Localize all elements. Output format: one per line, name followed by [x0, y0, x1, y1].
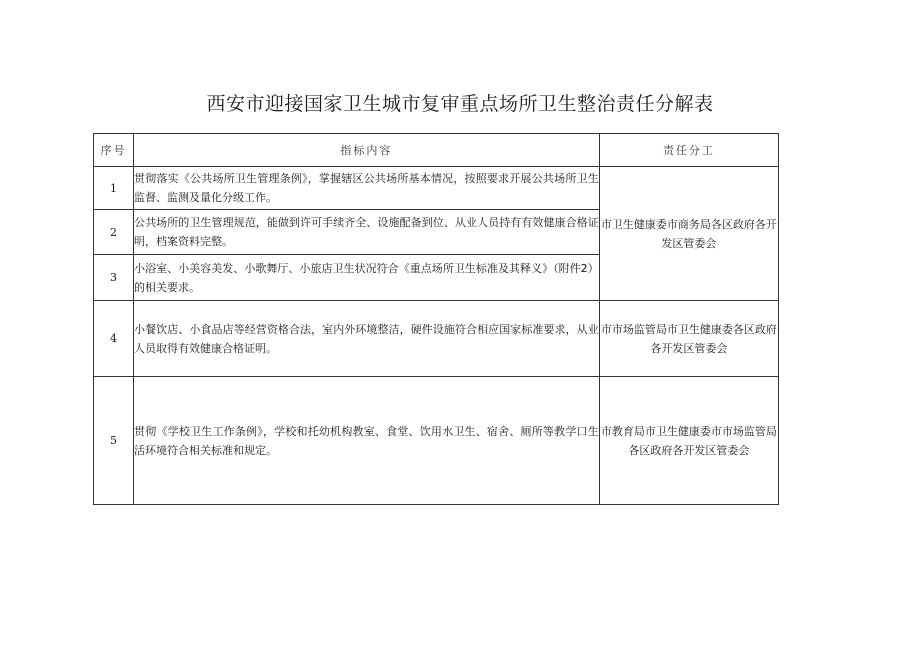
table-header-row: [94, 134, 779, 167]
row-content: 公共场所的卫生管理规范，能做到许可手续齐全、设施配备到位、从业人员持有有效健康合格证明，档案资料完整。: [134, 210, 600, 255]
table-row: [94, 377, 779, 505]
responsibility-cell: 市教育局市卫生健康委市市场监管局各区政府各开发区管委会: [599, 377, 778, 505]
header-no: 序号: [94, 134, 134, 167]
row-number: 5: [94, 377, 134, 505]
page-title: 西安市迎接国家卫生城市复审重点场所卫生整治责任分解表: [206, 93, 714, 115]
responsibility-cell: 市市场监管局市卫生健康委各区政府各开发区管委会: [599, 301, 778, 377]
row-content: 小餐饮店、小食品店等经营资格合法，室内外环境整洁，硬件设施符合相应国家标准要求，从业人员取得有效健康合格证明。: [134, 301, 600, 377]
responsibility-table: [93, 133, 779, 505]
table-row: [94, 167, 779, 210]
row-number: 2: [94, 210, 134, 255]
header-content: 指标内容: [134, 134, 600, 167]
row-number: 3: [94, 255, 134, 301]
row-content: 贯彻《学校卫生工作条例》，学校和托幼机构教室、食堂、饮用水卫生、宿舍、厕所等教学口生活环境符合相关标准和规定。: [134, 377, 600, 505]
responsibility-cell: 市卫生健康委市商务局各区政府各开发区管委会: [599, 167, 778, 301]
row-content: 贯彻落实《公共场所卫生管理条例》，掌握辖区公共场所基本情况，按照要求开展公共场所卫生监督、监测及量化分级工作。: [134, 167, 600, 210]
row-number: 4: [94, 301, 134, 377]
table-row: [94, 301, 779, 377]
row-number: 1: [94, 167, 134, 210]
row-content: 小浴室、小美容美发、小歌舞厅、小旅店卫生状况符合《重点场所卫生标准及其释义》（附件2）的相关要求。: [134, 255, 600, 301]
header-responsibility: 责任分工: [599, 134, 778, 167]
